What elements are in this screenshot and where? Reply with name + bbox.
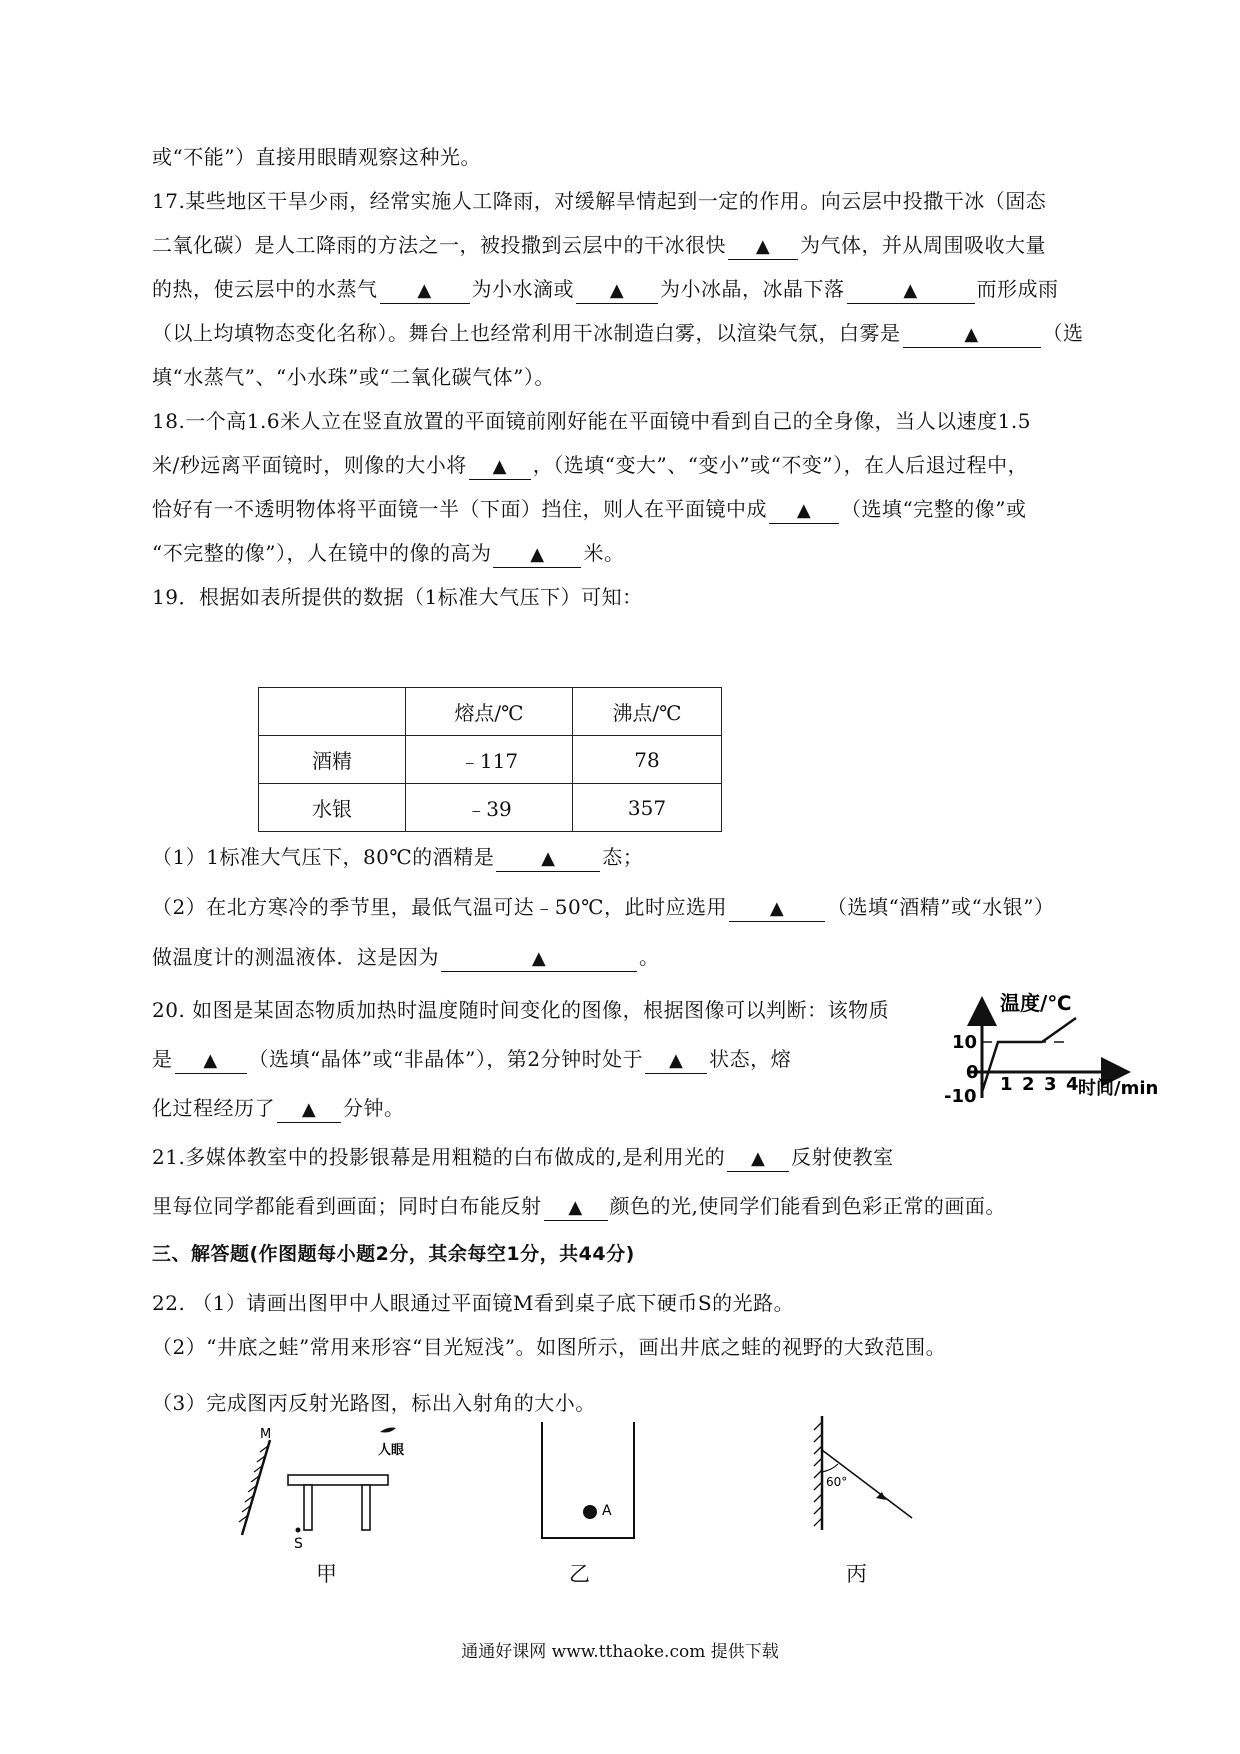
blank-marker: ▲ [531, 948, 547, 969]
q20-text: 化过程经历了 [152, 1096, 275, 1120]
blank-marker: ▲ [417, 280, 432, 301]
ray-arrow-icon [876, 1492, 886, 1500]
graph-x-tick: 1 [1000, 1074, 1013, 1095]
q18-text: （选填“完整的像”或 [841, 497, 1027, 521]
graph-x-tick: 2 [1022, 1074, 1035, 1095]
table-cell: ﹣117 [406, 736, 573, 784]
blank-marker: ▲ [609, 280, 625, 301]
q19-blank-3[interactable] [441, 945, 637, 972]
q21-line-1 [152, 1143, 894, 1172]
q20-text: 是 [152, 1047, 173, 1071]
q19-part-1 [152, 843, 643, 872]
q19-blank-2[interactable] [729, 895, 825, 922]
figure-jia [228, 1420, 428, 1550]
q17-blank-2[interactable] [380, 277, 470, 304]
q17-line-3 [152, 275, 1059, 304]
q21-blank-1[interactable] [727, 1145, 789, 1172]
temperature-time-graph [930, 990, 1200, 1120]
q20-blank-3[interactable] [277, 1096, 341, 1123]
blank-marker: ▲ [964, 324, 979, 345]
graph-x-label: 时间/min [1078, 1078, 1159, 1099]
q17-blank-3[interactable] [576, 277, 658, 304]
caption-jia: 甲 [316, 1562, 337, 1586]
table-header-cell: 沸点/℃ [573, 688, 722, 736]
q21-text: 颜色的光,使同学们能看到色彩正常的画面。 [609, 1194, 1006, 1218]
q19-line: 19．根据如表所提供的数据（1标准大气压下）可知： [152, 585, 643, 609]
q17-blank-1[interactable] [728, 233, 798, 260]
q21-text: 反射使教室 [791, 1145, 894, 1169]
q18-text: ，（选填“变大”、“变小”或“不变”），在人后退过程中， [532, 453, 1029, 477]
q21-text: 里每位同学都能看到画面；同时白布能反射 [152, 1194, 542, 1218]
q18-line-4 [152, 539, 624, 568]
graph-tick-neg10: -10 [944, 1086, 977, 1107]
q21-text: 21.多媒体教室中的投影银幕是用粗糙的白布做成的,是利用光的 [152, 1145, 726, 1169]
figure-bing [800, 1410, 940, 1540]
q18-text: 米。 [583, 541, 625, 565]
eye-label: 人眼 [378, 1443, 405, 1458]
table-header-cell: 熔点/℃ [406, 688, 573, 736]
blank-marker: ▲ [203, 1050, 218, 1071]
table-cell: 78 [573, 736, 722, 784]
caption-bing: 丙 [846, 1562, 867, 1586]
q17-blank-4[interactable] [847, 277, 975, 304]
q18-blank-3[interactable] [493, 541, 581, 568]
graph-x-tick: 3 [1044, 1074, 1057, 1095]
table-cell: 水银 [259, 784, 406, 832]
q20-blank-2[interactable] [645, 1047, 707, 1074]
blank-marker: ▲ [668, 1050, 684, 1071]
caption-yi: 乙 [569, 1562, 590, 1586]
table-header-row [259, 688, 722, 736]
graph-y-label: 温度/℃ [1000, 991, 1072, 1015]
mirror-hatching [239, 1446, 268, 1522]
q17-blank-5[interactable] [903, 321, 1041, 348]
line-continuation: 或“不能”）直接用眼睛观察这种光。 [152, 145, 481, 169]
q17-text: （选 [1042, 321, 1084, 345]
q20-text: 分钟。 [343, 1096, 405, 1120]
q18-blank-1[interactable] [469, 453, 531, 480]
q19-text: （1）1标准大气压下，80℃的酒精是 [152, 845, 495, 869]
q17-line-4 [152, 319, 1084, 348]
graph-tick-10: 10 [952, 1032, 978, 1053]
q20-text: 状态，熔 [709, 1047, 792, 1071]
q18-line-2 [152, 451, 1028, 480]
q20-line-3 [152, 1094, 405, 1123]
q17-line-1: 17.某些地区干旱少雨，经常实施人工降雨，对缓解旱情起到一定的作用。向云层中投撒干冰（固态 [152, 189, 1047, 213]
q18-blank-2[interactable] [769, 497, 839, 524]
graph-x-tick: 4 [1066, 1074, 1079, 1095]
q18-line-3 [152, 495, 1026, 524]
q20-text: （选填“晶体”或“非晶体”），第2分钟时处于 [248, 1047, 644, 1071]
q19-blank-1[interactable] [496, 845, 600, 872]
mirror-label: M [260, 1427, 272, 1442]
q19-part-2 [152, 893, 1054, 922]
coin-s [296, 1528, 301, 1533]
blank-marker: ▲ [530, 544, 545, 565]
q22-part-3: （3）完成图丙反射光路图，标出入射角的大小。 [152, 1391, 596, 1415]
q20-line-1: 20. 如图是某固态物质加热时温度随时间变化的图像，根据图像可以判断：该物质 [152, 998, 890, 1022]
q21-line-2 [152, 1192, 1006, 1221]
well-walls [542, 1422, 634, 1538]
blank-marker: ▲ [796, 500, 812, 521]
coin-label: S [294, 1536, 303, 1550]
blank-marker: ▲ [769, 898, 785, 919]
q17-text: 为小水滴或 [471, 277, 574, 301]
q22-part-1: 22. （1）请画出图甲中人眼通过平面镜M看到桌子底下硬币S的光路。 [152, 1291, 795, 1315]
q19-part-3 [152, 943, 660, 972]
q19-text: （2）在北方寒冷的季节里，最低气温可达﹣50℃，此时应选用 [152, 895, 728, 919]
q20-line-2 [152, 1045, 791, 1074]
q18-text: 米/秒远离平面镜时，则像的大小将 [152, 453, 467, 477]
table-cell: 酒精 [259, 736, 406, 784]
table-cell: ﹣39 [406, 784, 573, 832]
blank-marker: ▲ [751, 1148, 766, 1169]
q21-blank-2[interactable] [544, 1194, 608, 1221]
graph-tick-0: 0 [966, 1062, 979, 1083]
q20-blank-1[interactable] [175, 1047, 247, 1074]
table-row [259, 784, 722, 832]
blank-marker: ▲ [541, 848, 556, 869]
angle-arc [822, 1464, 838, 1472]
section-3-heading: 三、解答题(作图题每小题2分，其余每空1分，共44分) [152, 1243, 635, 1265]
blank-marker: ▲ [301, 1099, 317, 1120]
footer-source: 通通好课网 www.tthaoke.com 提供下载 [461, 1642, 779, 1662]
q17-text: 的热，使云层中的水蒸气 [152, 277, 378, 301]
q19-text: 。 [639, 945, 660, 969]
q19-text: 态； [602, 845, 644, 869]
point-a-label: A [602, 1503, 612, 1519]
figure-yi-well [532, 1420, 642, 1545]
q17-text: 二氧化碳）是人工降雨的方法之一，被投撒到云层中的干冰很快 [152, 233, 726, 257]
table-leg [304, 1485, 312, 1530]
data-table [258, 687, 722, 832]
blank-marker: ▲ [903, 280, 918, 301]
q22-part-2: （2）“井底之蛙”常用来形容“目光短浅”。如图所示，画出井底之蛙的视野的大致范围。 [152, 1335, 947, 1359]
table-top [288, 1475, 388, 1485]
q17-text: 而形成雨 [976, 277, 1059, 301]
q17-text: 为小冰晶，冰晶下落 [660, 277, 845, 301]
plane-mirror-m [242, 1440, 270, 1535]
table-header-cell [259, 688, 406, 736]
q18-text: “不完整的像”），人在镜中的像的高为 [152, 541, 492, 565]
q17-line-2 [152, 231, 1046, 260]
q17-line-5: 填“水蒸气”、“小水珠”或“二氧化碳气体”）。 [152, 365, 555, 389]
q17-text: 为气体，并从周围吸收大量 [800, 233, 1046, 257]
eye-icon [380, 1428, 396, 1433]
q18-text: 恰好有一不透明物体将平面镜一半（下面）挡住，则人在平面镜中成 [152, 497, 767, 521]
table-row [259, 736, 722, 784]
q17-text: （以上均填物态变化名称）。舞台上也经常利用干冰制造白雾，以渲染气氛，白雾是 [152, 321, 901, 345]
blank-marker: ▲ [492, 456, 507, 477]
frog-point-a [583, 1505, 597, 1519]
q18-line-1: 18.一个高1.6米人立在竖直放置的平面镜前刚好能在平面镜中看到自己的全身像，当人以速度1.5 [152, 409, 1031, 433]
q19-text: （选填“酒精”或“水银”） [827, 895, 1055, 919]
blank-marker: ▲ [755, 236, 771, 257]
angle-label: 60° [826, 1475, 848, 1489]
blank-marker: ▲ [568, 1197, 583, 1218]
q19-text: 做温度计的测温液体．这是因为 [152, 945, 439, 969]
table-leg [362, 1485, 370, 1530]
table-cell: 357 [573, 784, 722, 832]
